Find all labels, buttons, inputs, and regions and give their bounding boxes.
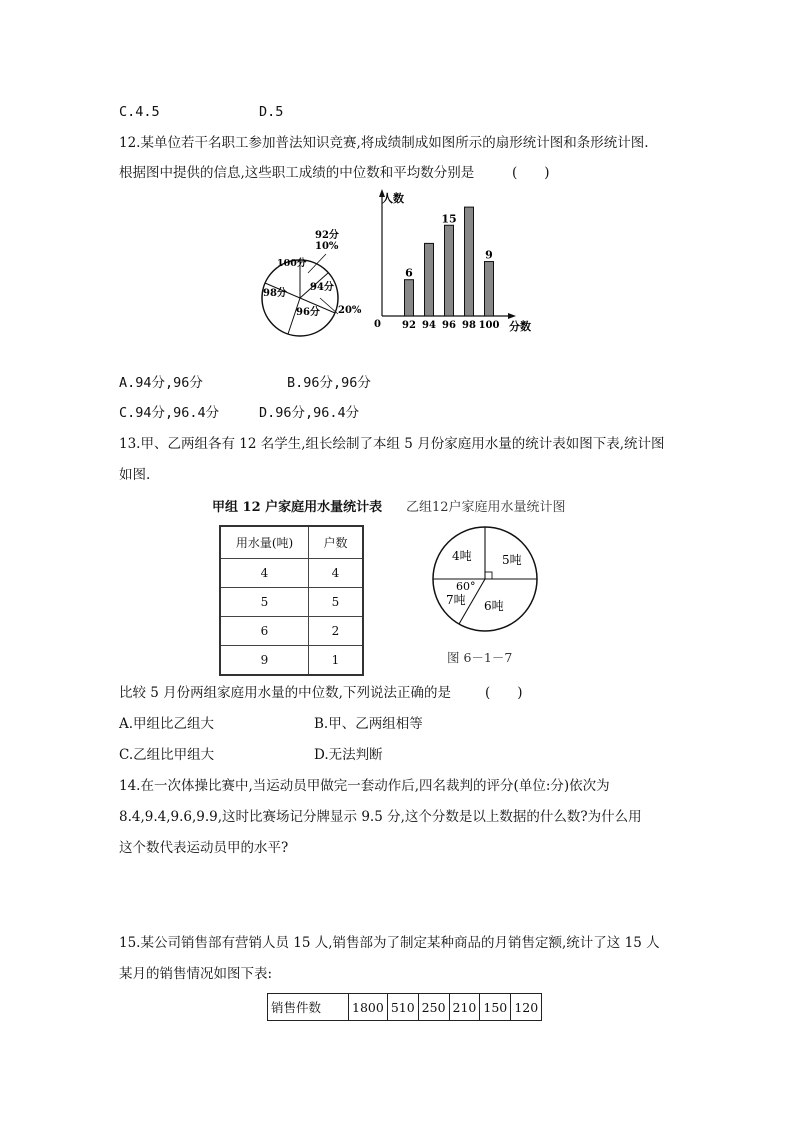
q12-score-pie-chart	[250, 218, 370, 358]
x-tick-label: 96	[442, 320, 456, 331]
table-cell: 150	[480, 994, 511, 1021]
table-cell: 120	[511, 994, 542, 1021]
table-cell: 210	[449, 994, 480, 1021]
q15-line2: 某月的销售情况如图下表:	[119, 966, 273, 982]
pie-pointer	[320, 298, 338, 314]
q13-pie-title: 乙组12户家庭用水量统计图	[406, 500, 566, 515]
q12-answer-paren: ( )	[512, 165, 550, 181]
table-cell: 4	[220, 559, 309, 588]
table-cell: 1	[309, 646, 364, 676]
table-cell: 5	[220, 588, 309, 617]
table-cell: 4	[309, 559, 364, 588]
q13-option-c: C.乙组比甲组大	[119, 747, 215, 763]
pie-label-4t: 4吨	[452, 549, 472, 563]
q15-line1: 15.某公司销售部有营销人员 15 人,销售部为了制定某种商品的月销售定额,统计了这 15 人	[119, 935, 660, 951]
table-cell: 6	[220, 617, 309, 646]
table-row	[220, 559, 363, 588]
x-tick-label: 100	[478, 320, 500, 331]
bar-data-label: 9	[485, 248, 493, 262]
q15-sales-table	[267, 993, 542, 1021]
pie-label-60deg: 60°	[456, 580, 476, 593]
q12-option-d: D.96分,96.4分	[259, 405, 360, 421]
table-cell: 1800	[349, 994, 388, 1021]
bar-96	[445, 225, 454, 316]
q13-line2: 如图.	[119, 467, 151, 483]
q13-answer-paren: ( )	[485, 685, 523, 701]
q12-option-a: A.94分,96分	[119, 375, 203, 391]
pie-label-98: 98分	[263, 288, 287, 299]
table-header-row	[220, 526, 363, 559]
table-row	[220, 617, 363, 646]
origin-label: 0	[374, 319, 381, 330]
pie-label-92: 92分	[315, 230, 339, 241]
q12-option-c: C.94分,96.4分	[119, 405, 220, 421]
q13-option-a: A.甲组比乙组大	[119, 716, 215, 732]
q13-water-table	[219, 525, 364, 676]
table-header: 户数	[309, 526, 364, 559]
pie-pointer	[308, 254, 326, 273]
q14-line2: 8.4,9.4,9.6,9.9,这时比赛场记分牌显示 9.5 分,这个分数是以上数据的什么数?为什么用	[119, 809, 642, 825]
q13-table-title: 甲组 12 户家庭用水量统计表	[212, 500, 383, 515]
q13-figure-caption: 图 6－1－7	[447, 650, 513, 665]
q11-option-d: D.5	[259, 104, 284, 120]
bar-100	[485, 262, 494, 316]
right-angle-mark	[485, 572, 492, 579]
pie-label-100: 100分	[277, 258, 307, 269]
table-cell: 销售件数	[268, 994, 349, 1021]
pie-label-7t: 7吨	[446, 593, 466, 607]
x-axis-arrow	[508, 313, 516, 319]
q13-line1: 13.甲、乙两组各有 12 名学生,组长绘制了本组 5 月份家庭用水量的统计表如图下表,统计图	[119, 436, 665, 452]
q12-score-bar-chart	[370, 185, 540, 340]
q14-line1: 14.在一次体操比赛中,当运动员甲做完一套动作后,四名裁判的评分(单位:分)依次为	[119, 778, 610, 794]
q13-option-d: D.无法判断	[314, 747, 383, 763]
table-row	[220, 588, 363, 617]
x-axis-label: 分数	[509, 320, 531, 333]
q12-option-b: B.96分,96分	[287, 375, 371, 391]
table-cell: 9	[220, 646, 309, 676]
y-axis-label: 人数	[382, 192, 404, 205]
bar-94	[425, 243, 434, 316]
q13-question: 比较 5 月份两组家庭用水量的中位数,下列说法正确的是	[119, 685, 451, 701]
x-tick-label: 98	[462, 320, 476, 331]
bar-92	[405, 280, 414, 316]
table-cell: 5	[309, 588, 364, 617]
q13-option-b: B.甲、乙两组相等	[314, 716, 423, 732]
q14-line3: 这个数代表运动员甲的水平?	[119, 840, 289, 856]
bar-data-label: 6	[405, 266, 413, 280]
pie-pct-92: 10%	[315, 241, 339, 252]
table-cell: 2	[309, 617, 364, 646]
table-header: 用水量(吨)	[220, 526, 309, 559]
pie-label-5t: 5吨	[502, 553, 522, 567]
bar-data-label: 15	[441, 212, 457, 226]
table-row	[220, 646, 363, 676]
x-tick-label: 92	[402, 320, 416, 331]
q12-line2: 根据图中提供的信息,这些职工成绩的中位数和平均数分别是	[119, 165, 475, 181]
table-cell: 250	[418, 994, 449, 1021]
bar-98	[465, 207, 474, 316]
q12-line1: 12.某单位若干名职工参加普法知识竞赛,将成绩制成如图所示的扇形统计图和条形统计图.	[119, 135, 649, 151]
x-tick-label: 94	[422, 320, 436, 331]
table-cell: 510	[387, 994, 418, 1021]
pie-pct-94: 20%	[338, 305, 362, 316]
pie-label-96: 96分	[296, 307, 320, 318]
q11-option-c: C.4.5	[119, 104, 160, 120]
q13-water-pie-chart	[428, 520, 554, 646]
pie-label-94: 94分	[310, 282, 334, 293]
pie-label-6t: 6吨	[484, 599, 504, 613]
table-row	[268, 994, 542, 1021]
